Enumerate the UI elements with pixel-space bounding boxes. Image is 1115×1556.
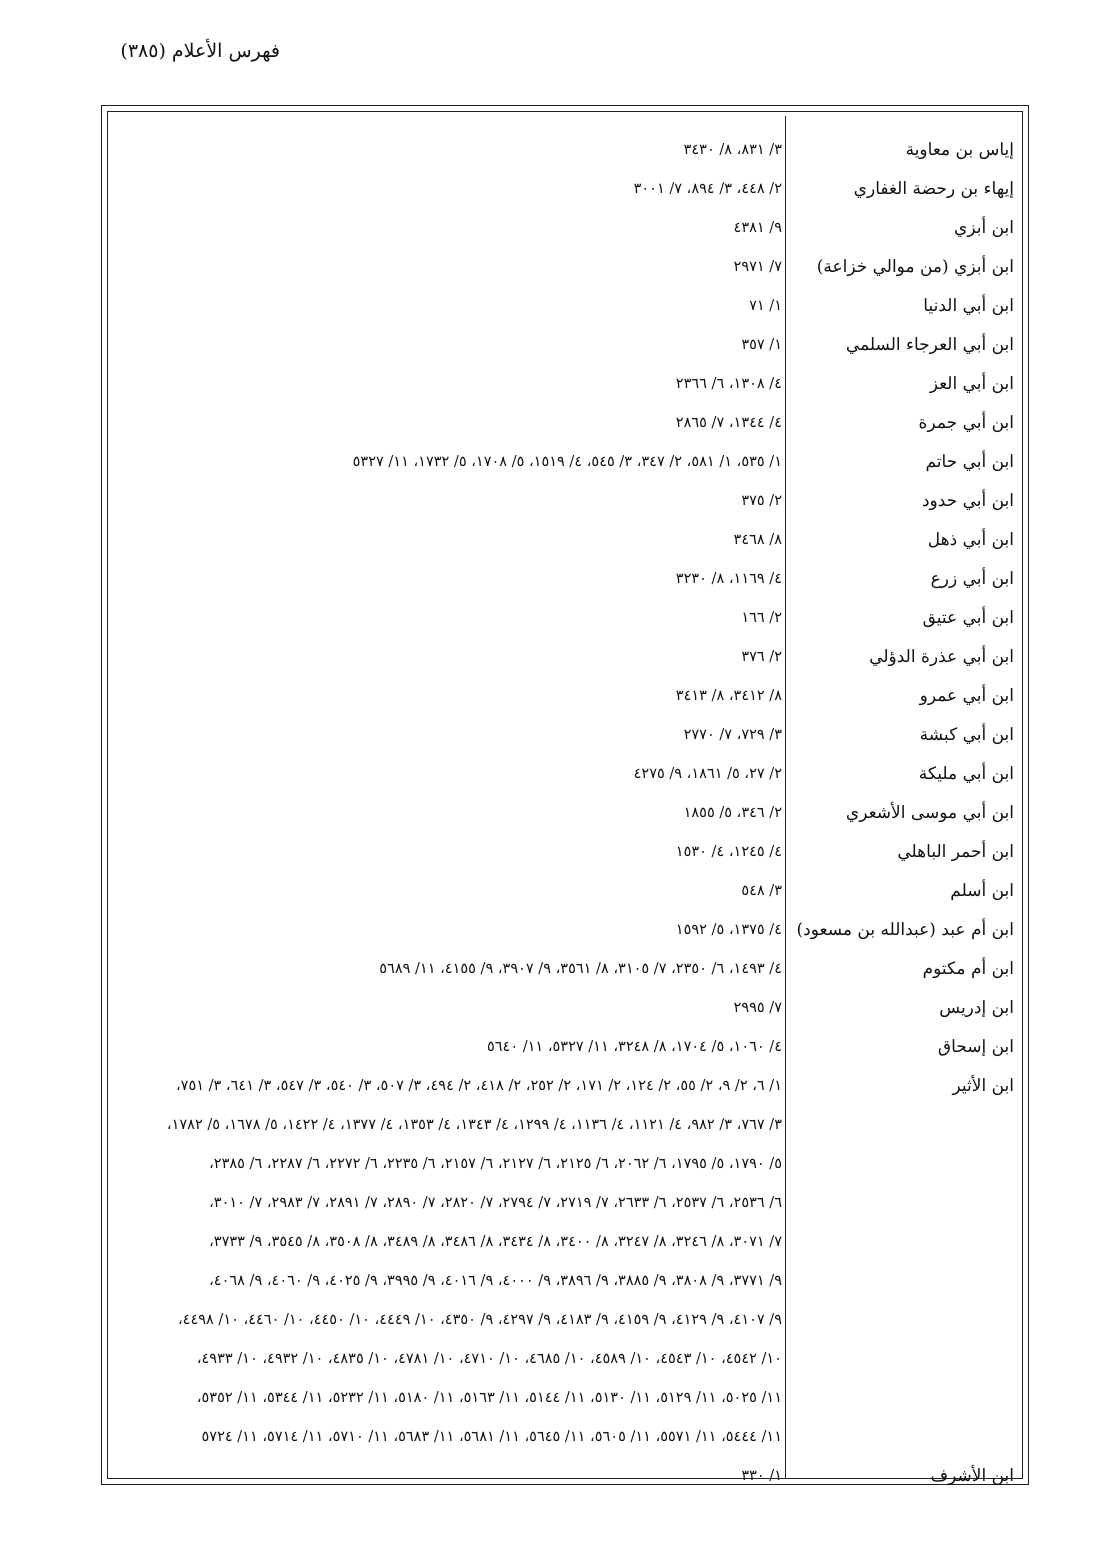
entry-name: ابن أبي ذهل xyxy=(927,530,1014,550)
entry-name-spacer xyxy=(792,1106,1014,1145)
entry-references: ١/ ٣٣٠ xyxy=(741,1468,782,1484)
entry-references: ٣/ ٧٢٩، ٧/ ٢٧٧٠ xyxy=(683,727,782,743)
entry-name: إيهاء بن رحضة الغفاري xyxy=(853,179,1014,199)
entry-name-spacer xyxy=(792,1301,1014,1340)
entry-name: ابن أبي موسى الأشعري xyxy=(845,803,1014,823)
entry-references: ١/ ٦، ٢/ ٩، ٢/ ٥٥، ٢/ ١٢٤، ٢/ ١٧١، ٢/ ٢٥٢، ٢/ ٤١٨، ٢/ ٤٩٤، ٣/ ٥٠٧، ٣/ ٥٤٠، ٣/ ٥٤٧، ٣/ ٦٤١، ٣/ ٧٥١، xyxy=(175,1078,782,1094)
entry-name-spacer xyxy=(792,1262,1014,1301)
entry-references: ٩/ ٤١٠٧، ٩/ ٤١٢٩، ٩/ ٤١٥٩، ٩/ ٤١٨٣، ٩/ ٤٢٩٧، ٩/ ٤٣٥٠، ١٠/ ٤٤٤٩، ١٠/ ٤٤٥٠، ١٠/ ٤٤٦٠، ١٠/ ٤٤٩٨، xyxy=(177,1312,782,1328)
entry-references: ٢/ ٤٤٨، ٣/ ٨٩٤، ٧/ ٣٠٠١ xyxy=(633,181,782,197)
entry-name: ابن أبي حدود xyxy=(921,491,1014,511)
entry-name-spacer xyxy=(792,1418,1014,1457)
entry-name: ابن أم مكتوم xyxy=(922,959,1014,979)
entry-name: ابن أبي جمرة xyxy=(918,413,1014,433)
column-divider xyxy=(785,116,786,1478)
entry-references: ١/ ٥٣٥، ١/ ٥٨١، ٢/ ٣٤٧، ٣/ ٥٤٥، ٤/ ١٥١٩، ٥/ ١٧٠٨، ٥/ ١٧٣٢، ١١/ ٥٣٢٧ xyxy=(352,454,782,470)
entry-name: ابن إدريس xyxy=(939,998,1014,1018)
entry-name: ابن أبي عتيق xyxy=(922,608,1014,628)
entry-name-spacer xyxy=(792,1340,1014,1379)
entry-name-spacer xyxy=(792,1379,1014,1418)
entry-name: ابن أبي زرع xyxy=(930,569,1014,589)
entry-name: ابن أبي عذرة الدؤلي xyxy=(869,647,1014,667)
entry-name-spacer xyxy=(792,1223,1014,1262)
entry-references: ٢/ ٣٧٥ xyxy=(741,493,782,509)
entry-name: ابن الأشرف xyxy=(930,1466,1014,1486)
entry-references: ١١/ ٥٠٢٥، ١١/ ٥١٢٩، ١١/ ٥١٣٠، ١١/ ٥١٤٤، ١١/ ٥١٦٣، ١١/ ٥١٨٠، ١١/ ٥٢٣٢، ١١/ ٥٣٤٤، ١١/ ٥٣٥٢، xyxy=(196,1390,782,1406)
entry-references: ٤/ ١٤٩٣، ٦/ ٢٣٥٠، ٧/ ٣١٠٥، ٨/ ٣٥٦١، ٩/ ٣٩٠٧، ٩/ ٤١٥٥، ١١/ ٥٦٨٩ xyxy=(379,961,782,977)
entry-references: ٦/ ٢٥٣٦، ٦/ ٢٥٣٧، ٦/ ٢٦٣٣، ٧/ ٢٧١٩، ٧/ ٢٧٩٤، ٧/ ٢٨٢٠، ٧/ ٢٨٩٠، ٧/ ٢٨٩١، ٧/ ٢٩٨٣، ٧/ ٣٠١٠، xyxy=(209,1195,782,1211)
entry-name: ابن الأثير xyxy=(952,1076,1014,1096)
entry-references: ٢/ ٢٧، ٥/ ١٨٦١، ٩/ ٤٢٧٥ xyxy=(633,766,782,782)
entry-name: ابن أبي عمرو xyxy=(919,686,1014,706)
entry-name: إياس بن معاوية xyxy=(905,140,1014,160)
entry-references: ٧/ ٢٩٩٥ xyxy=(733,1000,782,1016)
entry-references: ١١/ ٥٤٤٤، ١١/ ٥٥٧١، ١١/ ٥٦٠٥، ١١/ ٥٦٤٥، ١١/ ٥٦٨١، ١١/ ٥٦٨٣، ١١/ ٥٧١٠، ١١/ ٥٧١٤، ١١/ ٥٧٢٤ xyxy=(201,1429,782,1445)
entry-references: ٤/ ١١٦٩، ٨/ ٣٢٣٠ xyxy=(675,571,782,587)
page-header: فهرس الأعلام (٣٨٥) xyxy=(120,40,280,62)
entry-references: ٧/ ٣٠٧١، ٨/ ٣٢٤٦، ٨/ ٣٢٤٧، ٨/ ٣٤٠٠، ٨/ ٣٤٣٤، ٨/ ٣٤٨٦، ٨/ ٣٤٨٩، ٨/ ٣٥٠٨، ٨/ ٣٥٤٥، ٩/ ٣٧٣٣، xyxy=(209,1234,782,1250)
entry-name: ابن أبي العرجاء السلمي xyxy=(845,335,1014,355)
names-column xyxy=(792,131,1014,1496)
entry-references: ٣/ ٥٤٨ xyxy=(741,883,782,899)
entry-references: ٩/ ٤٣٨١ xyxy=(733,220,782,236)
entry-references: ٣/ ٧٦٧، ٣/ ٩٨٢، ٤/ ١١٢١، ٤/ ١١٣٦، ٤/ ١٢٩٩، ٤/ ١٣٤٣، ٤/ ١٣٥٣، ٤/ ١٣٧٧، ٤/ ١٤٢٢، ٥/ ١٦٧٨، ٥/ ١٧٨٢، xyxy=(166,1117,782,1133)
entry-name: ابن أبي مليكة xyxy=(918,764,1014,784)
entry-name: ابن أبي حاتم xyxy=(925,452,1014,472)
entry-references: ٥/ ١٧٩٠، ٥/ ١٧٩٥، ٦/ ٢٠٦٢، ٦/ ٢١٢٥، ٦/ ٢١٢٧، ٦/ ٢١٥٧، ٦/ ٢٢٣٥، ٦/ ٢٢٧٢، ٦/ ٢٢٨٧، ٦/ ٢٣٨٥، xyxy=(209,1156,782,1172)
entry-references: ٢/ ٣٧٦ xyxy=(741,649,782,665)
entry-references: ٤/ ١٣٠٨، ٦/ ٢٣٦٦ xyxy=(675,376,782,392)
references-column xyxy=(110,131,782,1496)
entry-references: ٣/ ٨٣١، ٨/ ٣٤٣٠ xyxy=(683,142,782,158)
entry-name: ابن أسلم xyxy=(950,881,1014,901)
entry-name: ابن أبي العز xyxy=(929,374,1014,394)
entry-references: ٨/ ٣٤١٢، ٨/ ٣٤١٣ xyxy=(675,688,782,704)
entry-references: ٤/ ١٣٤٤، ٧/ ٢٨٦٥ xyxy=(675,415,782,431)
entry-references: ٩/ ٣٧٧١، ٩/ ٣٨٠٨، ٩/ ٣٨٨٥، ٩/ ٣٨٩٦، ٩/ ٤٠٠٠، ٩/ ٤٠١٦، ٩/ ٣٩٩٥، ٩/ ٤٠٢٥، ٩/ ٤٠٦٠، ٩/ ٤٠٦٨، xyxy=(209,1273,782,1289)
entry-references: ١/ ٣٥٧ xyxy=(741,337,782,353)
entry-name: ابن أبي الدنيا xyxy=(923,296,1014,316)
entry-name-spacer xyxy=(792,1184,1014,1223)
entry-name: ابن أبزي (من موالي خزاعة) xyxy=(816,257,1014,277)
entry-references: ٢/ ١٦٦ xyxy=(741,610,782,626)
entry-references: ٢/ ٣٤٦، ٥/ ١٨٥٥ xyxy=(683,805,782,821)
entry-references: ٤/ ١٣٧٥، ٥/ ١٥٩٢ xyxy=(675,922,782,938)
entry-name: ابن أبي كبشة xyxy=(919,725,1014,745)
entry-references: ٤/ ١٠٦٠، ٥/ ١٧٠٤، ٨/ ٣٢٤٨، ١١/ ٥٣٢٧، ١١/ ٥٦٤٠ xyxy=(486,1039,782,1055)
entry-name: ابن إسحاق xyxy=(937,1037,1014,1057)
entry-references: ٤/ ١٢٤٥، ٤/ ١٥٣٠ xyxy=(675,844,782,860)
entry-references: ٧/ ٢٩٧١ xyxy=(733,259,782,275)
entry-name: ابن أحمر الباهلي xyxy=(897,842,1014,862)
entry-name-spacer xyxy=(792,1145,1014,1184)
entry-name: ابن أبزي xyxy=(954,218,1014,238)
entry-name: ابن أم عبد (عبدالله بن مسعود) xyxy=(796,920,1014,940)
entry-references: ٨/ ٣٤٦٨ xyxy=(733,532,782,548)
entry-references: ١٠/ ٤٥٤٢، ١٠/ ٤٥٤٣، ١٠/ ٤٥٨٩، ١٠/ ٤٦٨٥، ١٠/ ٤٧١٠، ١٠/ ٤٧٨١، ١٠/ ٤٨٣٥، ١٠/ ٤٩٣٢، ١٠/ ٤٩٣٣، xyxy=(196,1351,782,1367)
entry-references: ١/ ٧١ xyxy=(749,298,782,314)
